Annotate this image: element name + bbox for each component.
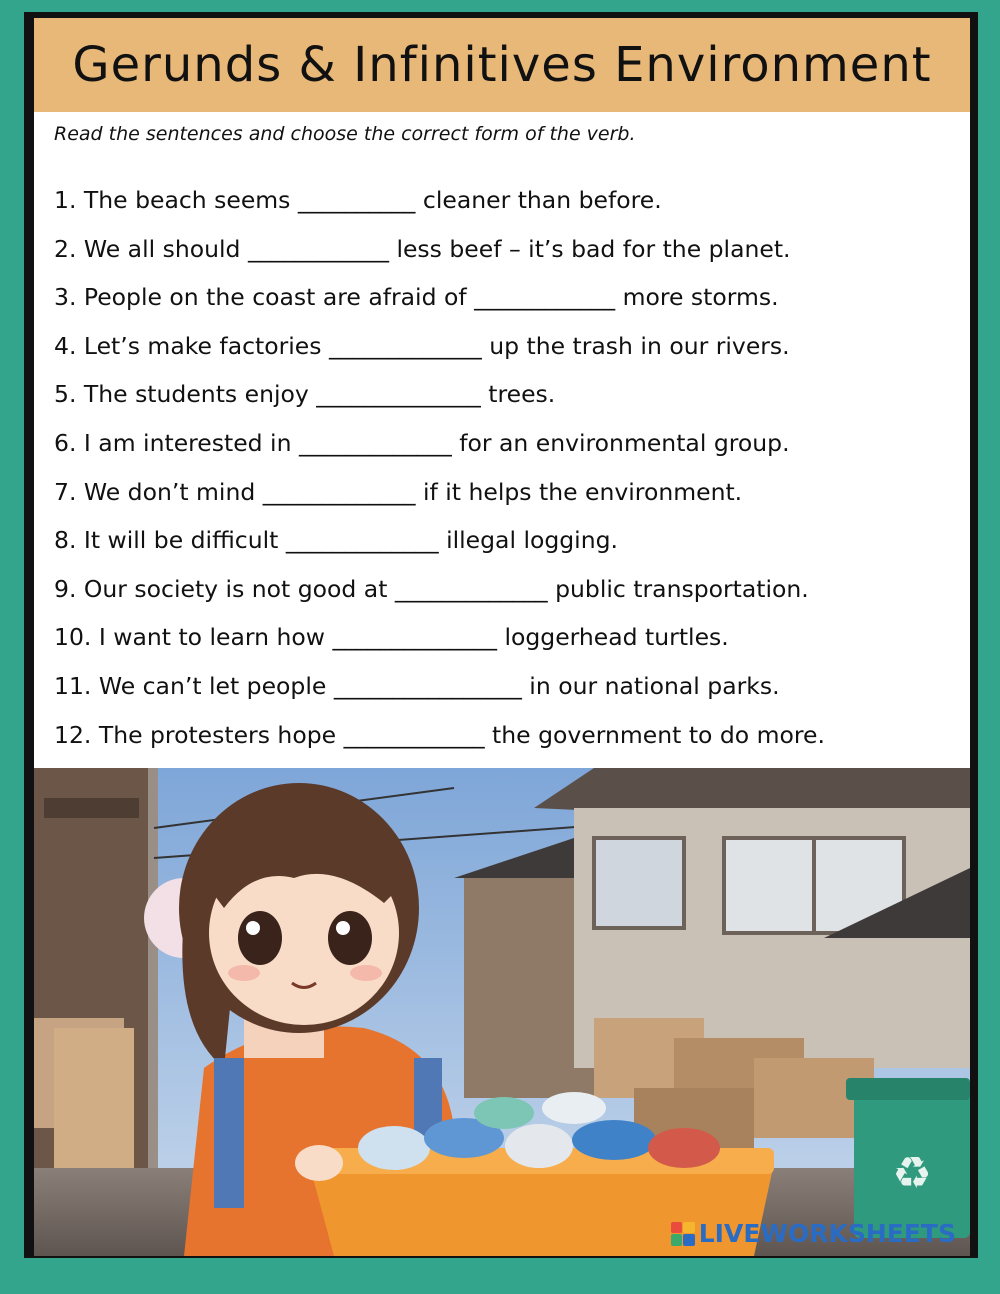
answer-blank-9[interactable]: _____________ (394, 574, 548, 603)
question-12: 12. The protesters hope ____________ the government to do more. (54, 715, 954, 764)
title-banner (34, 18, 970, 112)
brand-name: LIVEWORKSHEETS (698, 1219, 956, 1248)
answer-blank-3[interactable]: ____________ (474, 283, 616, 312)
answer-blank-4[interactable]: _____________ (328, 331, 482, 360)
answer-blank-8[interactable]: _____________ (285, 526, 439, 555)
svg-text:♻: ♻ (892, 1148, 932, 1199)
question-2: 2. We all should ____________ less beef – it’s bad for the planet. (54, 229, 954, 278)
worksheet-title: Gerunds & Infinitives Environment (72, 37, 932, 93)
exercise-area (34, 112, 970, 768)
answer-blank-10[interactable]: ______________ (332, 623, 497, 652)
answer-blank-11[interactable]: ________________ (333, 671, 522, 700)
question-1: 1. The beach seems __________ cleaner than before. (54, 180, 954, 229)
answer-blank-2[interactable]: ____________ (247, 234, 389, 263)
question-10: 10. I want to learn how ______________ loggerhead turtles. (54, 617, 954, 666)
answer-blank-7[interactable]: _____________ (262, 477, 416, 506)
liveworksheets-logo-icon (671, 1222, 695, 1246)
question-5: 5. The students enjoy ______________ trees. (54, 374, 954, 423)
answer-blank-12[interactable]: ____________ (343, 720, 485, 749)
instructions: Read the sentences and choose the correct form of the verb. (54, 123, 636, 145)
question-8: 8. It will be difficult _____________ illegal logging. (54, 520, 954, 569)
worksheet (24, 12, 978, 1258)
liveworksheets-brand[interactable] (671, 1219, 956, 1248)
question-4: 4. Let’s make factories _____________ up the trash in our rivers. (54, 326, 954, 375)
question-3: 3. People on the coast are afraid of ____________ more storms. (54, 277, 954, 326)
answer-blank-5[interactable]: ______________ (316, 380, 481, 409)
question-11: 11. We can’t let people ________________ in our national parks. (54, 666, 954, 715)
answer-blank-6[interactable]: _____________ (298, 428, 452, 457)
question-7: 7. We don’t mind _____________ if it helps the environment. (54, 472, 954, 521)
question-list (54, 180, 954, 763)
girl-with-recycling-bin-illustration (34, 768, 970, 1256)
question-6: 6. I am interested in _____________ for an environmental group. (54, 423, 954, 472)
question-9: 9. Our society is not good at _____________ public transportation. (54, 569, 954, 618)
answer-blank-1[interactable]: __________ (297, 186, 416, 214)
